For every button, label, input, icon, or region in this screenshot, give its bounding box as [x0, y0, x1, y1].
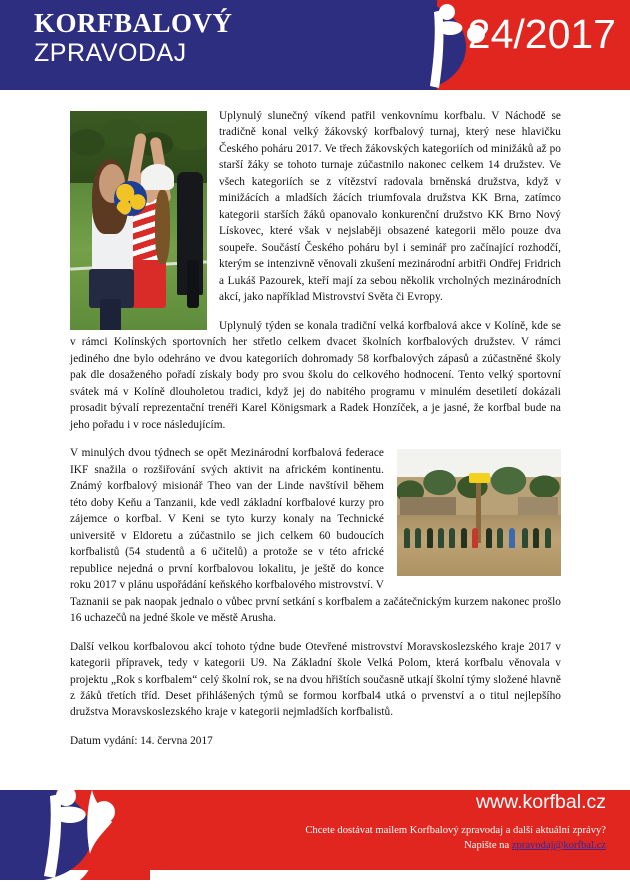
page-footer — [0, 790, 630, 891]
paragraph-1: Uplynulý slunečný víkend patřil venkovnímu korfbalu. V Náchodě se tradičně konal velký žákovský korfbalový turnaj, který nese hlavičku Českého poháru 2017. Ve třech žákovských kategoriích od minižáků až po starší žáky se tohoto turnaje zúčastnilo nakonec celkem 14 družstev. Ve všech kategoriích se z vítězství radovala brněnská družstva, když v minižácích a mladších žácích triumfovala družstva KK Brna, zatímco kategorii starších žáků opanovalo konkurenční družstvo KK Brno Nový Lískovec, které však v nejslaběji obsazené kategorii mělo pouze dva soupeře. Součástí Českého poháru byl i seminář pro začínající rozhodčí, kterým se intenzivně věnovali zkušení mezinárodní arbitři Ondřej Fridrich a Lukáš Pazourek, kteří mají za sebou několik vrcholných mezinárodních akcí, jako například Mistrovství Světa či Evropy. — [219, 110, 561, 304]
subscribe-question: Chcete dostávat mailem Korfbalový zpravodaj a další aktuální zprávy? — [305, 825, 606, 836]
paragraph-3: V minulých dvou týdnech se opět Mezinárodní korfbalová federace IKF snažila o rozšiřování svých aktivit na africkém kontinentu. Známý korfbalový misionář Theo van der Linde navštívil během této doby Keňu a Tanzanii, kde vedl základní korfbalové kurzy pro zájemce o korfbal. V Keni se tyto kurzy konaly na Technické universitě v Eldoretu a zúčastnilo se jich celkem 60 budoucích korfbalistů (54 studentů a 6 učitelů) a protože se v této africké republice nejedná o první korfbalovou lokalitu, je ještě do konce roku 2017 v plánu uspořádání keňského korfbalového mistrovství. V Taznanii se pak naopak jednalo o vůbec první setkání s korfbalem a začátečnickým kurzem nakonec prošlo 16 uchazečů na jedné škole ve městě Arusha. — [70, 447, 561, 625]
website-url[interactable]: www.korfbal.cz — [475, 791, 606, 813]
page-header — [0, 0, 630, 90]
write-to-label: Napište na — [464, 840, 512, 852]
title-line-korfbalovy: KORFBALOVÝ — [34, 8, 233, 38]
subscribe-message — [305, 823, 606, 853]
newsletter-email-link[interactable]: zpravodaj@korfbal.cz — [511, 840, 606, 852]
newsletter-title — [34, 9, 414, 69]
paragraph-2: Uplynulý týden se konala tradiční velká korfbalová akce v Kolíně, kde se v rámci Kolínských sportovních her střetlo celkem dvacet školních korfbalových družstev. V rámci jediného dne bylo odehráno ve dvou kategoriích dohromady 58 korfbalových zápasů a zúčastněné školy pak dle dosaženého pořadí získaly body pro svou školu do celkového hodnocení. Tento velký sportovní svátek má v Kolíně dlouholetou tradici, když jej do nabitého programu v minulém desetiletí dokázali prosadit bývalí reprezentační trenéři Karel Königsmark a Radek Honzíček, a je jasné, že korfbal bude na jeho pořadu i v roce následujícím. — [70, 319, 561, 431]
photo-korfball-match — [70, 111, 207, 330]
title-line-zpravodaj: ZPRAVODAJ — [34, 39, 187, 68]
text-column — [70, 108, 561, 747]
paragraph-4: Další velkou korfbalovou akcí tohoto týdne bude Otevřené mistrovství Moravskoslezského kraje 2017 v kategorii přípravek, tedy v kategorii U9. Na Základní škole Velká Polom, která korfbalu věnovala v projektu „Rok s korfbalem“ celý školní rok, se na dvou hřištích současně utkají školní týmy složené hlavně z žáků třetích tříd. Deset přihlášených týmů se formou korfbal4 utká o prvenství a o titul nejlepšího družstva Moravskoslezského kraje v kategorii nejmladších korfbalistů. — [70, 640, 561, 719]
korfball-logo-footer-icon — [0, 790, 150, 880]
article-body — [0, 90, 630, 790]
publication-date: Datum vydání: 14. června 2017 — [70, 734, 213, 747]
issue-number: 24/2017 — [467, 11, 616, 57]
subscribe-contact-line — [305, 838, 606, 853]
photo-africa-korfball — [397, 449, 561, 576]
